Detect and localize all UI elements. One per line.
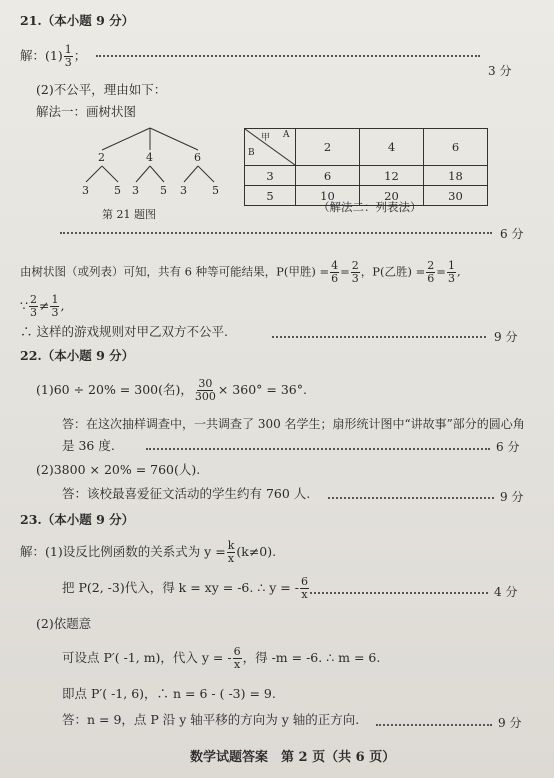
table-col-header: 6 (424, 129, 488, 166)
q22-answer1-a: 答：在这次抽样调查中，一共调查了 300 名学生；扇形统计图中“讲故事”部分的圆心角 (62, 417, 525, 431)
q21-part1-prefix: 解：(1) (20, 48, 63, 63)
table-col-header: 2 (296, 129, 360, 166)
page-footer: 数学试题答案 第 2 页（共 6 页） (190, 750, 396, 765)
tree-leaf: 3 (132, 184, 139, 197)
table-cell: 20 (360, 186, 424, 206)
q23-header: 23.（本小题 9 分） (20, 512, 135, 527)
q22-line2: (2)3800 × 20% = 760(人). (36, 462, 201, 477)
tree-node-2: 2 (98, 151, 105, 164)
q21-score-3: 3 分 (488, 64, 512, 78)
q21-outcome-table (244, 128, 488, 206)
tree-leaf: 3 (180, 184, 187, 197)
table-cell: 30 (424, 186, 488, 206)
q21-dots-1 (96, 55, 480, 57)
tree-leaf: 5 (114, 184, 121, 197)
q21-score-6: 6 分 (500, 227, 524, 241)
q23-line1: 解：(1)设反比例函数的关系式为 y = $\frac{k}{x}$ (k≠0). (20, 539, 277, 565)
q21-dots-3 (272, 336, 486, 338)
q21-part1: 解：(1) $\frac{1}{3}$ ； (20, 43, 87, 69)
q21-because: ∵ $\frac{2}{3}$ ≠ $\frac{1}{3}$ , (20, 293, 65, 319)
q22-score-9: 9 分 (500, 490, 524, 504)
table-col-header: 4 (360, 129, 424, 166)
q22-line1: (1)60 ÷ 20% = 300(名)， $\frac{30}{300}$ × 360° = 36°. (36, 377, 307, 403)
q22-score-6: 6 分 (496, 440, 520, 454)
q21-table-caption: （解法二：列表法） (318, 200, 422, 214)
q22-answer2: 答：该校最喜爱征文活动的学生约有 760 人. (62, 486, 311, 501)
q23-answer: 答：n = 9，点 P 沿 y 轴平移的方向为 y 轴的正方向. (62, 712, 360, 727)
q21-conclusion: 由树状图（或列表）可知，共有 6 种等可能结果，P(甲胜) = $\frac{4}{6}$ = $\frac{2}{3}$ ，P(乙胜) = $\frac{2}{6}$ = $\frac{1}{3}$ , (20, 259, 461, 285)
q23-line2: 把 P(2, -3)代入，得 k = xy = -6. ∴ y = - $\frac{6}{x}$ (62, 575, 308, 601)
q22-answer1-b: 是 36 度. (62, 438, 115, 453)
table-header-b: B (248, 148, 255, 158)
q23-dots-1 (310, 592, 488, 594)
tree-leaf: 5 (212, 184, 219, 197)
q21-dots-2 (60, 232, 492, 234)
q22-header: 22.（本小题 9 分） (20, 348, 135, 363)
tree-leaf: 3 (82, 184, 89, 197)
q21-part2-title: (2)不公平，理由如下： (36, 82, 167, 97)
q21-header: 21.（本小题 9 分） (20, 13, 135, 28)
q21-therefore: ∴ 这样的游戏规则对甲乙双方不公平. (20, 324, 228, 339)
table-cell: 12 (360, 166, 424, 186)
q22-dots-2 (328, 497, 494, 499)
q21-method1: 解法一：画树状图 (36, 104, 137, 119)
table-cell: 10 (296, 186, 360, 206)
q23-part2: (2)依题意 (36, 616, 92, 631)
tree-node-6: 6 (194, 151, 201, 164)
q23-dots-2 (376, 724, 492, 726)
tree-node-4: 4 (146, 151, 153, 164)
table-row (245, 166, 488, 186)
q23-score-9: 9 分 (498, 716, 522, 730)
q23-line3: 可设点 P′( -1, m)，代入 y = - $\frac{6}{x}$ ，得 -m = -6. ∴ m = 6. (62, 645, 381, 671)
q22-dots-1 (146, 448, 490, 450)
table-cell: 18 (424, 166, 488, 186)
table-cell: 6 (296, 166, 360, 186)
table-header-jia: 甲 (261, 133, 271, 143)
q21-tree-diagram (60, 124, 240, 214)
table-corner-cell (245, 129, 296, 166)
q21-figure-caption: 第 21 题图 (102, 208, 156, 221)
table-header-a: A (283, 130, 290, 140)
q23-line4: 即点 P′( -1, 6)，∴ n = 6 - ( -3) = 9. (62, 686, 276, 701)
table-row-label: 5 (245, 186, 296, 206)
q23-score-4: 4 分 (494, 585, 518, 599)
q21-part1-fraction: $\frac{1}{3}$ (64, 43, 72, 69)
table-row-label: 3 (245, 166, 296, 186)
q21-score-9: 9 分 (494, 330, 518, 344)
tree-leaf: 5 (160, 184, 167, 197)
